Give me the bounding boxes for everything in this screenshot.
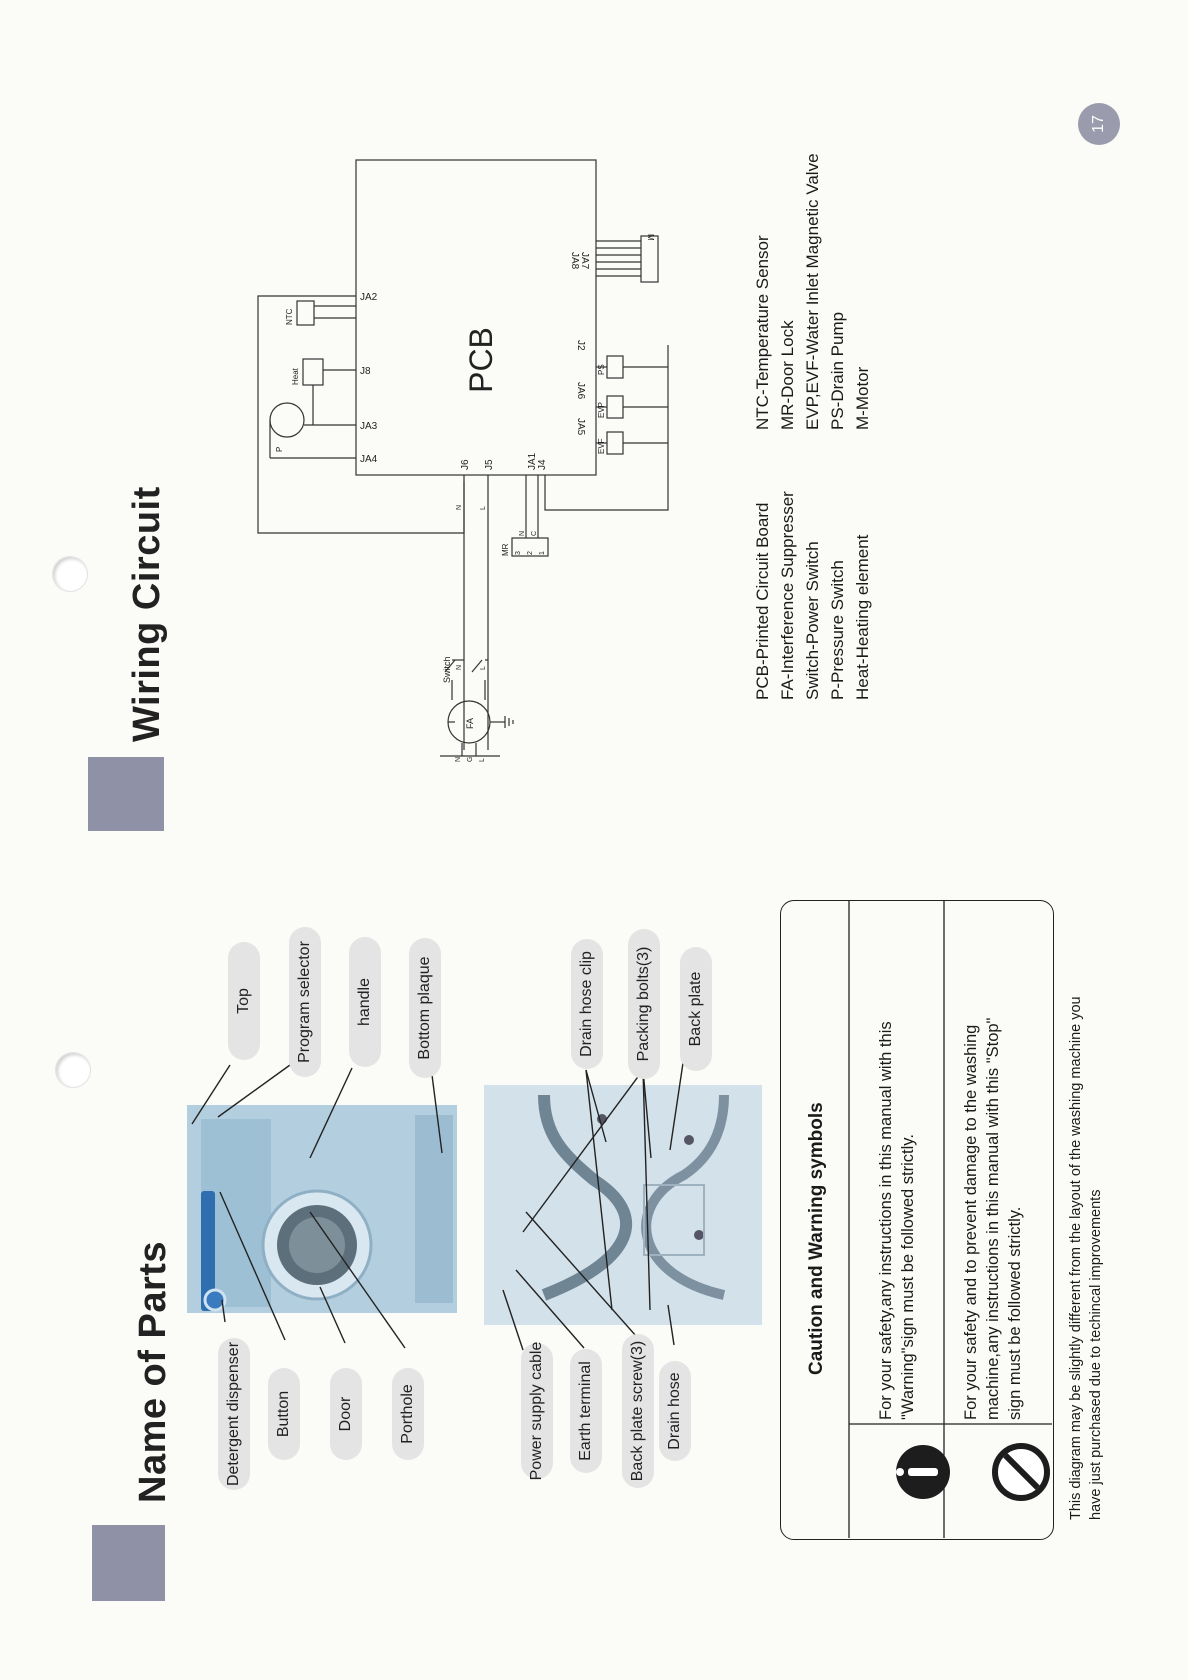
conn-j5: J5 — [484, 459, 495, 470]
legend-left-item: Switch-Power Switch — [803, 541, 822, 700]
label-ps: PS — [597, 364, 606, 375]
pin-c-mr: C — [531, 530, 538, 536]
section-marker-wiring — [88, 757, 164, 831]
label-drain-hose: Drain hose — [659, 1361, 691, 1461]
pin-n-switch: N — [456, 664, 463, 670]
warning-text-line: "Warning"sign must be followed strictly. — [899, 1134, 917, 1420]
stop-text-line: sign must be followed strictly. — [1006, 1206, 1024, 1420]
label-mr: MR — [501, 543, 510, 556]
label-power-supply-cable: Power supply cable — [521, 1343, 553, 1479]
label-button: Button — [268, 1368, 300, 1460]
section-marker-parts — [92, 1525, 165, 1601]
motor-box — [641, 236, 658, 282]
label-heat: Heat — [291, 368, 300, 385]
page-number: 17 — [1089, 115, 1107, 133]
caution-heading: Caution and Warning symbols — [806, 1102, 827, 1375]
stop-text-line: For your safety and to prevent damage to the washing — [962, 1024, 980, 1420]
parts-title: Name of Parts — [132, 1240, 174, 1503]
label-bottom-plaque: Bottom plaque — [409, 938, 441, 1078]
wiring-legend-right — [750, 153, 875, 430]
conn-j4: J4 — [537, 459, 548, 470]
label-m: M — [646, 234, 655, 241]
pin-l-switch: L — [480, 666, 487, 670]
legend-left-item: Heat-Heating element — [853, 534, 872, 700]
conn-j2: J2 — [575, 340, 586, 351]
p-switch-circle — [270, 403, 304, 437]
conn-ja2: JA2 — [360, 292, 378, 303]
legend-left-item: FA-Interference Suppresser — [778, 491, 797, 700]
pin-1-mr: 1 — [539, 551, 546, 555]
pin-l-main: L — [480, 506, 487, 510]
conn-ja4: JA4 — [360, 454, 378, 465]
pin-l-fa: L — [479, 758, 486, 762]
pin-n-mr: N — [519, 530, 526, 536]
label-door: Door — [330, 1368, 362, 1460]
legend-right-item: PS-Drain Pump — [828, 311, 847, 430]
label-detergent-dispenser: Detergent dispenser — [218, 1338, 250, 1490]
punch-hole-top — [52, 556, 88, 592]
legend-right-item: MR-Door Lock — [778, 320, 797, 430]
pin-n-main: N — [456, 504, 463, 510]
legend-left-item: P-Pressure Switch — [828, 560, 847, 700]
stop-text-line: machine,any instructions in this manual with this "Stop" — [984, 1017, 1002, 1420]
label-back-plate-screw: Back plate screw(3) — [622, 1334, 654, 1488]
heat-box — [303, 359, 323, 385]
warning-icon — [896, 1445, 950, 1499]
label-earth-terminal: Earth terminal — [570, 1349, 602, 1473]
conn-ja8: JA8 — [569, 252, 580, 270]
conn-ja3: JA3 — [360, 421, 378, 432]
label-handle: handle — [349, 937, 381, 1067]
label-drain-hose-clip: Drain hose clip — [571, 939, 603, 1069]
conn-ja7: JA7 — [579, 252, 590, 270]
warning-text — [875, 1021, 919, 1420]
footer-line: have just purchased due to techincal improvements — [1088, 1189, 1104, 1520]
label-packing-bolts: Packing bolts(3) — [628, 929, 660, 1079]
pin-3-mr: 3 — [515, 551, 522, 555]
pin-2-mr: 2 — [527, 551, 534, 555]
footer-note — [1066, 996, 1106, 1520]
warning-text-line: For your safety,any instructions in this manual with this — [877, 1021, 895, 1420]
punch-hole-bottom — [55, 1052, 91, 1088]
wiring-diagram — [230, 150, 700, 790]
label-porthole: Porthole — [392, 1368, 424, 1460]
label-program-selector: Program selector — [289, 927, 321, 1077]
wire-top-loop — [258, 296, 464, 533]
legend-right-item: EVP,EVF-Water Inlet Magnetic Valve — [803, 153, 822, 430]
legend-left-item: PCB-Printed Circuit Board — [753, 502, 772, 700]
ntc-box — [297, 301, 314, 325]
conn-j8: J8 — [360, 366, 371, 377]
label-switch: Switch — [442, 656, 452, 683]
wiring-legend-left — [750, 491, 875, 700]
conn-ja6: JA6 — [575, 382, 586, 400]
page-number-badge — [1078, 103, 1120, 145]
label-p: P — [275, 446, 284, 452]
label-evp: EVP — [597, 401, 606, 418]
pcb-box — [356, 160, 596, 475]
pcb-label: PCB — [463, 327, 499, 393]
conn-ja5: JA5 — [575, 418, 586, 436]
label-evf: EVF — [597, 438, 606, 454]
legend-right-item: NTC-Temperature Sensor — [753, 235, 772, 430]
evf-box — [607, 432, 623, 454]
label-back-plate: Back plate — [680, 947, 712, 1071]
label-top: Top — [228, 942, 260, 1060]
conn-j6: J6 — [460, 459, 471, 470]
footer-line: This diagram may be slightly different from the layout of the washing machine you — [1068, 996, 1084, 1520]
wiring-title: Wiring Circuit — [126, 486, 168, 742]
ps-box — [607, 356, 623, 378]
stop-icon — [992, 1443, 1050, 1501]
label-fa: FA — [465, 717, 475, 729]
stop-text — [960, 1018, 1026, 1420]
pin-n-fa: N — [455, 756, 462, 762]
pin-g-fa: G — [467, 756, 474, 762]
evp-box — [607, 396, 623, 418]
legend-right-item: M-Motor — [853, 366, 872, 430]
conn-ja1: JA1 — [527, 452, 538, 470]
label-ntc: NTC — [285, 308, 294, 325]
